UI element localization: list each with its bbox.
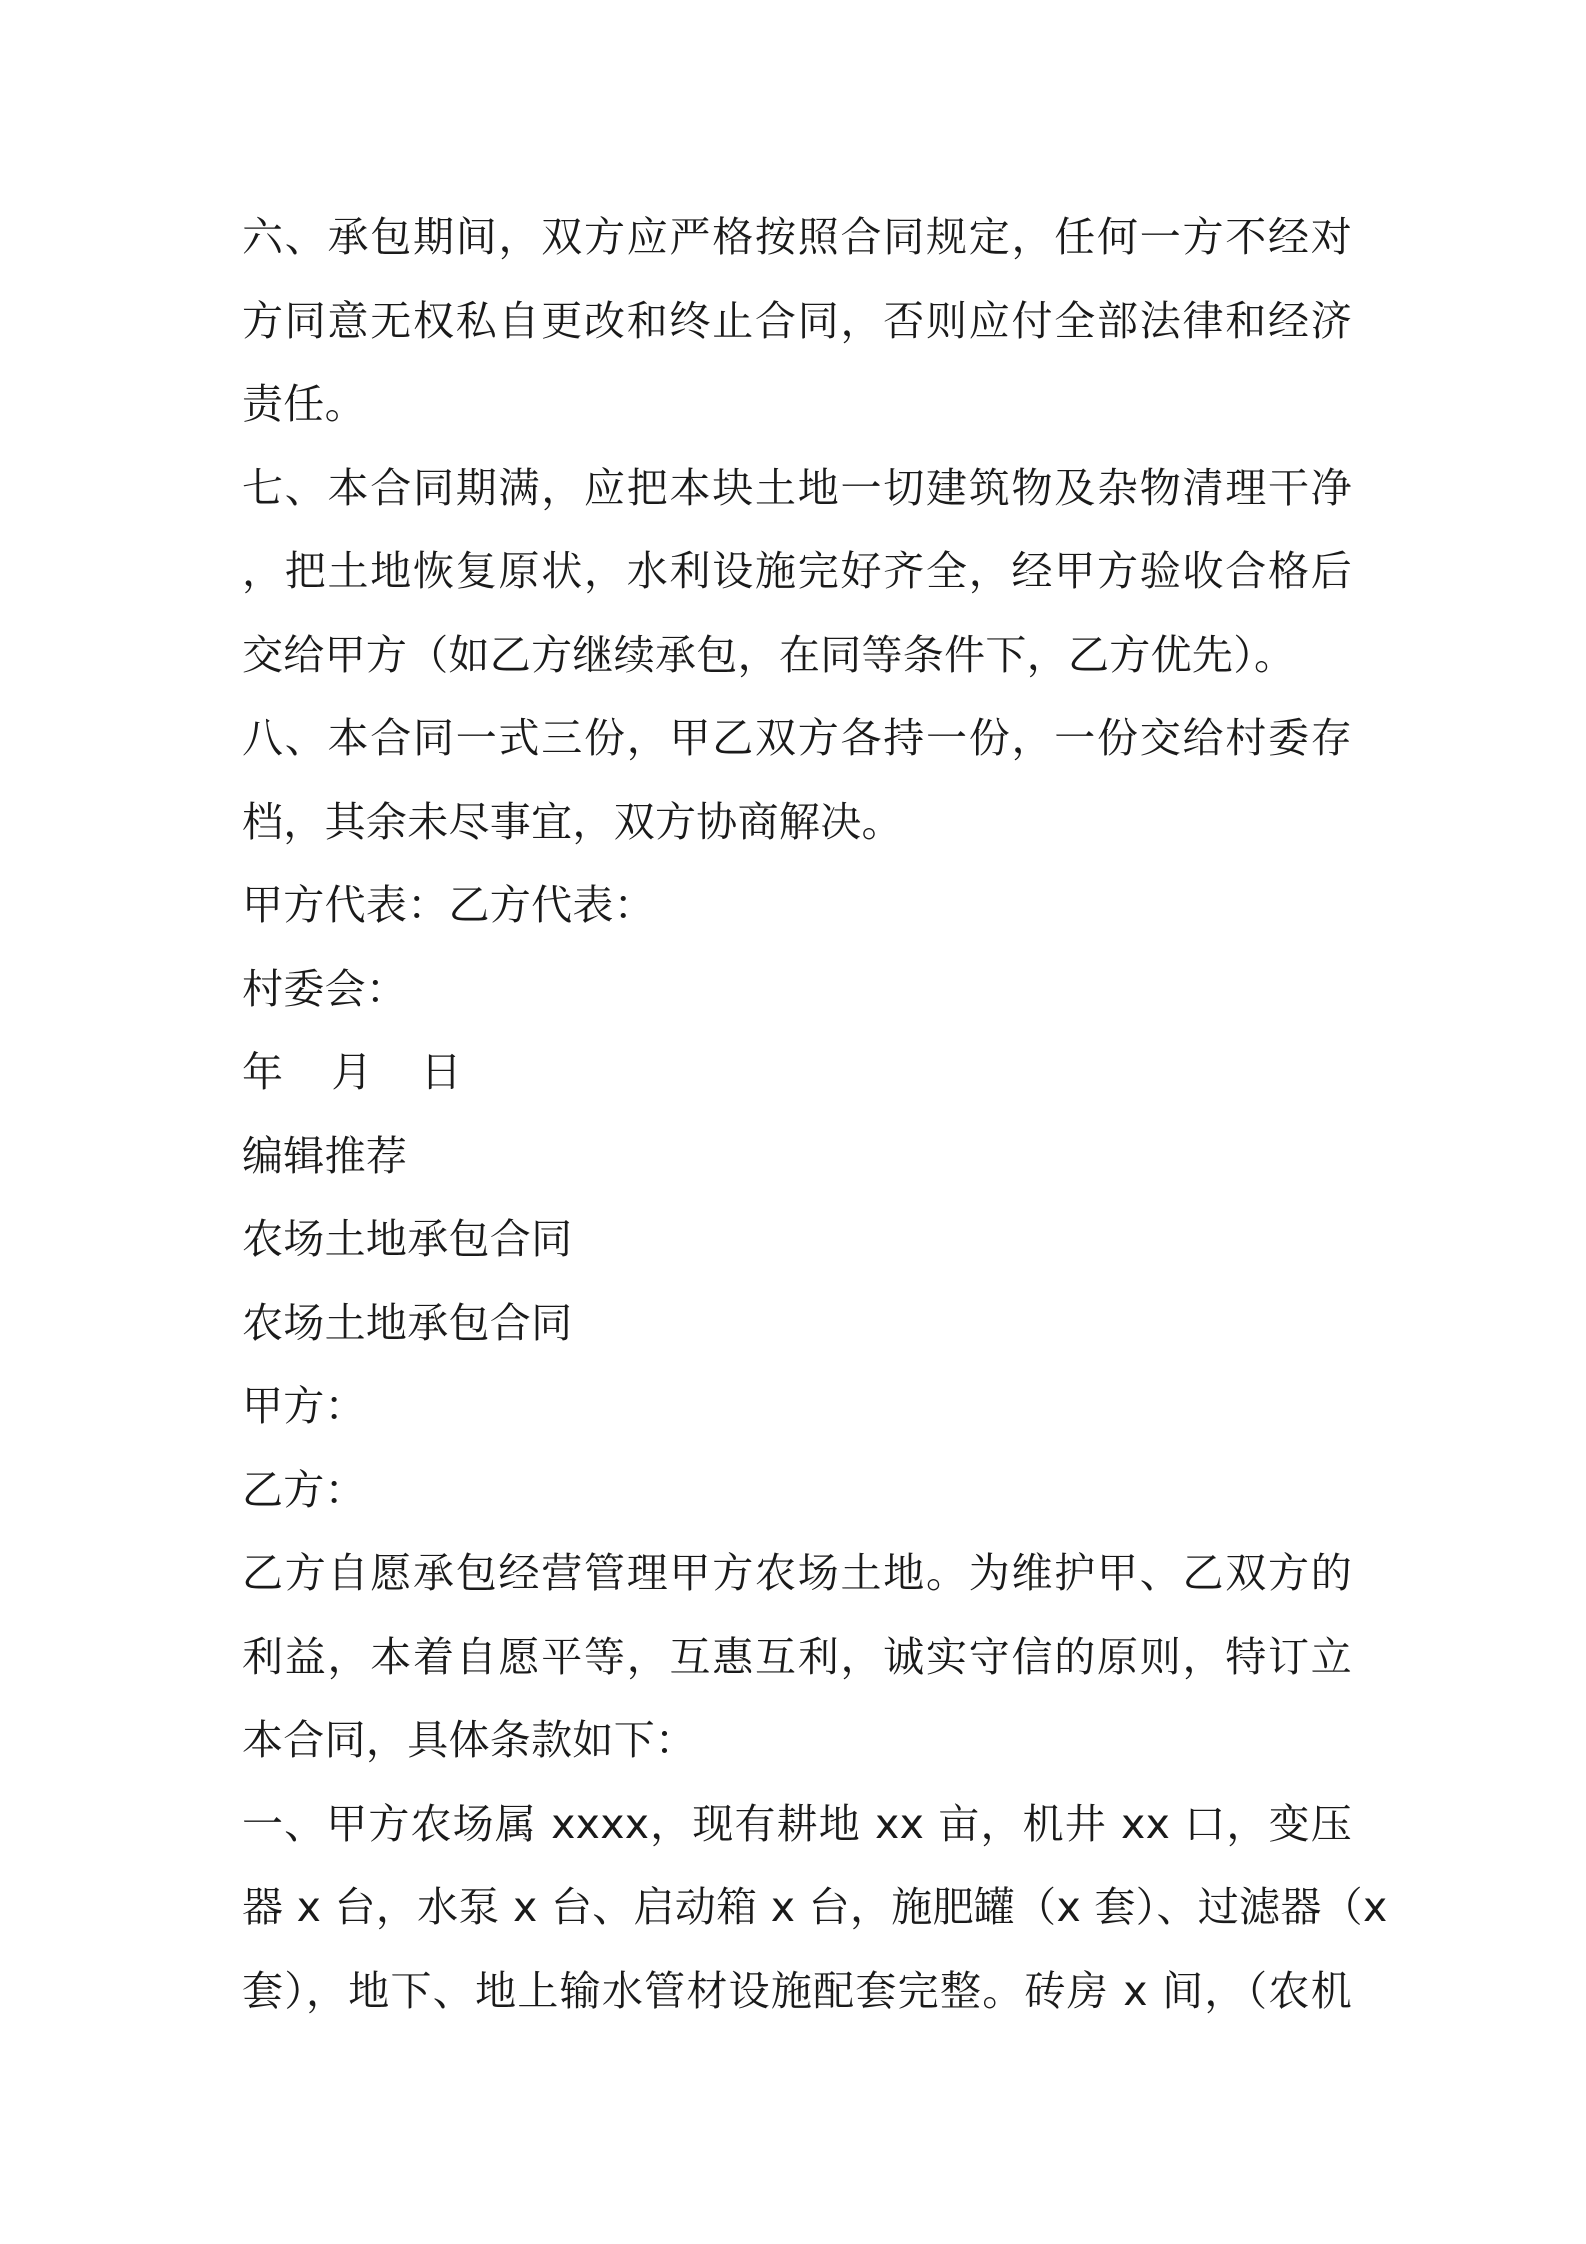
signature-parties: 甲方代表：乙方代表：: [242, 881, 655, 929]
party-b-label: 乙方：: [242, 1465, 366, 1514]
clause-1-line-3: 套），地下、地上输水管材设施配套完整。砖房 x 间，（农机: [242, 1966, 1352, 2015]
clause-8-line-2: 档，其余未尽事宜，双方协商解决。: [242, 797, 903, 846]
clause-7-line-1: 七、本合同期满，应把本块土地一切建筑物及杂物清理干净: [242, 463, 1352, 512]
clause-6-line-1: 六、承包期间，双方应严格按照合同规定，任何一方不经对: [242, 213, 1352, 261]
recommend-title-2: 农场土地承包合同: [242, 1298, 573, 1347]
recommend-title-1: 农场土地承包合同: [242, 1215, 573, 1263]
document-body: [242, 196, 1388, 2033]
clause-8-line-1: 八、本合同一式三份，甲乙双方各持一份，一份交给村委存: [242, 714, 1352, 762]
intro-line-3: 本合同，具体条款如下：: [242, 1716, 697, 1764]
clause-1-line-2: 器 x 台，水泵 x 台、启动箱 x 台，施肥罐（x 套）、过滤器（x: [242, 1883, 1388, 1931]
date-line: [242, 1031, 1352, 1115]
date-year: 年: [242, 1048, 284, 1096]
editor-recommend-heading: 编辑推荐: [242, 1131, 408, 1180]
date-month: 月: [331, 1048, 373, 1096]
clause-6-line-2: 方同意无权私自更改和终止合同，否则应付全部法律和经济: [242, 296, 1352, 345]
party-a-label: 甲方：: [242, 1382, 366, 1430]
intro-line-1: 乙方自愿承包经营管理甲方农场土地。为维护甲、乙双方的: [242, 1549, 1352, 1597]
date-day: 日: [420, 1048, 462, 1096]
signature-village-committee: 村委会：: [242, 964, 408, 1013]
clause-1-line-1: 一、甲方农场属 xxxx，现有耕地 xx 亩，机井 xx 口，变压: [242, 1799, 1352, 1848]
intro-line-2: 利益，本着自愿平等，互惠互利，诚实守信的原则，特订立: [242, 1632, 1352, 1681]
clause-7-line-3: 交给甲方（如乙方继续承包，在同等条件下，乙方优先）。: [242, 630, 1296, 679]
clause-7-line-2: ，把土地恢复原状，水利设施完好齐全，经甲方验收合格后: [242, 547, 1352, 595]
clause-6-line-3: 责任。: [242, 380, 366, 428]
